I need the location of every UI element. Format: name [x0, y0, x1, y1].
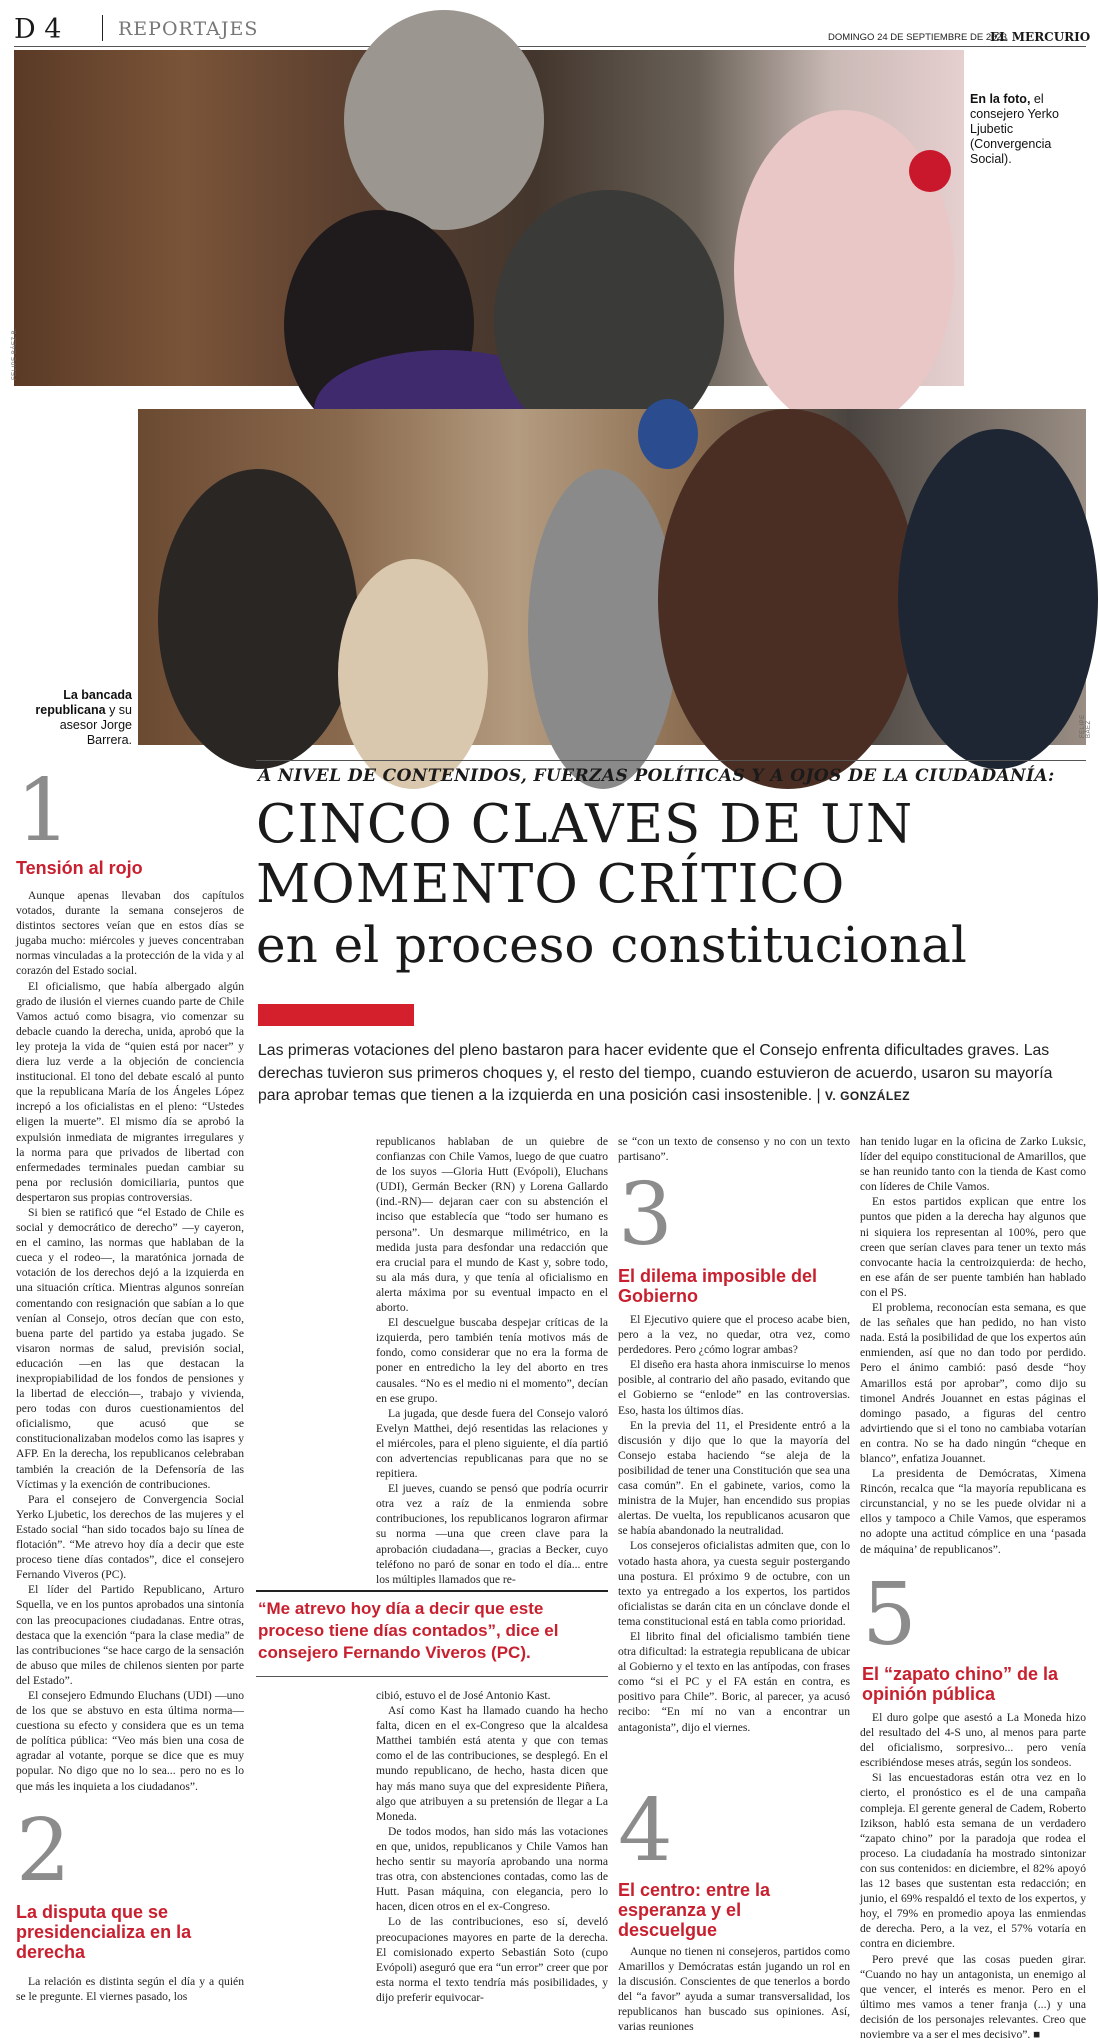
headline-line-1: CINCO CLAVES DE UN [256, 796, 913, 854]
lead-text: Las primeras votaciones del pleno bastaron para hacer evidente que el Consejo enfrenta dificultades graves. Las derechas tuvieron sus primeros choques y, el resto del tiempo, cuando estuvieron de acuerdo, usaron su mayoría para aprobar temas que tienen a la izquierda en una posición casi insostenible. [258, 1042, 1052, 1104]
headline-kicker: A NIVEL DE CONTENIDOS, FUERZAS POLÍTICAS Y A OJOS DE LA CIUDADANÍA: [258, 766, 1086, 786]
paragraph: El oficialismo, que había albergado algún grado de ilusión el viernes cuando parte de Chile Vamos actuó como bisagra, vio comenzar su debacle cuando la derecha, unida, aprobó que la ley proteja la vida de “quien está por nacer” y diera luz verde a la objeción de conciencia institucional. El tono del debate escaló al punto que la republicana María de los Ángeles López increpó a los oficialistas en el pleno: “Ustedes eligen la muerte”. El mismo día se aprobó la expulsión inmediata de migrantes irregulares y la norma para que privados de libertad con enfermedades terminales puedan cambiar su pena por reclusión domiciliaria, puntos que despertaron sus propias controversias. [16, 979, 244, 1205]
header-rule [14, 46, 1086, 47]
paragraph: La jugada, que desde fuera del Consejo valoró Evelyn Matthei, dejó resentidas las relaciones y el miércoles, para el pleno siguiente, el día partió con advertencias republicanas para que no se repitiera. [376, 1406, 608, 1481]
section-title-4: El centro: entre la esperanza y el descuelgue [618, 1880, 818, 1940]
paragraph: En estos partidos explican que entre los puntos que piden a la derecha hay algunos que ni siquiera los representan al 100%, pero que creen que serían claves para tener un texto más convocante hacia la centroizquierda: de hecho, en ese afán de ser puente también han hablado con el PS. [860, 1194, 1086, 1300]
section-number-3: 3 [618, 1172, 673, 1258]
photo-caption-top [970, 92, 1088, 167]
column-3a-text [618, 1134, 850, 1166]
paragraph: La presidenta de Demócratas, Ximena Rincón, recalca que “la mayoría republicana es circunstancial, y no se les puede olvidar ni a ellos y tampoco a Chile Vamos, que esperamos no adopte una actitud cómplice en una ‘pasada de máquina’ de republicanos”. [860, 1466, 1086, 1557]
paragraph: El consejero Edmundo Eluchans (UDI) —uno de los que se abstuvo en esta última norma— cuestiona su efecto y considera que es un tema de política pública: “Veo más bien una cosa de agradar al votante, porque se dice que es muy popular. No digo que no lo sea... pero no es lo que más les inquieta a los ciudadanos”. [16, 1688, 244, 1794]
headline-top-rule [256, 760, 1086, 761]
paragraph: cibió, estuvo el de José Antonio Kast. [376, 1688, 608, 1703]
column-1b-text [16, 1974, 244, 2030]
column-4b-text [860, 1710, 1086, 2032]
photo-bancada-republicana [138, 409, 1086, 745]
paragraph: El descuelgue buscaba despejar críticas de la izquierda, pero también tenía motivos más de fondo, como considerar que no era la forma de poner en entredicho la ley del aborto en tres causales. “No es el medio ni el momento”, decían en ese grupo. [376, 1315, 608, 1406]
paragraph: Así como Kast ha llamado cuando ha hecho falta, dicen en el ex-Congreso que la alcaldesa Matthei también está atenta y que con temas como el de las contribuciones, se desplegó. En el mundo republicano, de hecho, hasta dicen que hay más mano suya que del expresidente Piñera, algo que atribuyen a su pretensión de llegar a La Moneda. [376, 1703, 608, 1824]
paragraph: Para el consejero de Convergencia Social Yerko Ljubetic, los derechos de las mujeres y el Estado social “han sido tocados bajo su línea de flotación”. “Me atrevo hoy día a decir que este proceso tiene días contados”, dice el consejero Fernando Viveros (PC). [16, 1492, 244, 1583]
quote-top-rule [256, 1590, 608, 1592]
paragraph: El Ejecutivo quiere que el proceso acabe bien, pero a la vez, no quedar, otra vez, como perdedores. Pero ¿cómo lograr ambas? [618, 1312, 850, 1357]
pull-quote: “Me atrevo hoy día a decir que este proceso tiene días contados”, dice el consejero Fernando Viveros (PC). [258, 1598, 608, 1664]
paragraph: Aunque no tienen ni consejeros, partidos como Amarillos y Demócratas están jugando un rol en la discusión. Conscientes de que tenerlos a bordo del “a favor” ayuda a sumar transversalidad, los republicanos han buscado sus opiniones. Así, varias reuniones [618, 1944, 850, 2035]
paragraph: se “con un texto de consenso y no con un texto partisano”. [618, 1134, 850, 1164]
photo-credit-top: FELIPE BÁEZ B. [12, 328, 18, 380]
paragraph: El problema, reconocían esta semana, es que de las señales que han pedido, no han visto nada. Está la posibilidad de que los expertos aún enmienden, así que no dan todo por perdido. Pero el ánimo cambió: pasó desde “hoy Amarillos está por aprobar”, como dijo su timonel Andrés Jouannet en estas páginas el domingo pasado, a figuras del centro advirtiendo que si el tono no cambiaba votarían en contra. No se ha dado ningún “cheque en blanco”, enfatiza Jouannet. [860, 1300, 1086, 1466]
newspaper-brand: EL MERCURIO [990, 30, 1090, 44]
section-title-5: El “zapato chino” de la opinión pública [862, 1664, 1086, 1704]
paragraph: El líder del Partido Republicano, Arturo Squella, ve en los puntos aprobados una sintonía con las preocupaciones ciudadanas. Entre otras, destaca que la exención “para la clase media” de las contribuciones “se hace cargo de la sensación de abuso que miles de chilenos sienten por parte del Estado”. [16, 1582, 244, 1688]
paragraph: republicanos hablaban de un quiebre de confianzas con Chile Vamos, luego de que cuatro de los suyos —Gloria Hutt (Evópoli), Eluchans (UDI), Germán Becker (RN) y Lorena Gallardo (ind.-RN)— dejaran caer con su abstención el inciso que establecía que “todo ser humano es persona”. Un desmarque milimétrico, en la medida justa para desfondar una redacción que era crucial para el mundo de Kast y, sobre todo, su ala más dura, y que tenía al oficialismo en alerta máxima por su eventual impacto en el aborto. [376, 1134, 608, 1315]
section-name: REPORTAJES [118, 18, 258, 40]
page-number: D 4 [14, 14, 61, 45]
section-title-2: La disputa que se presidencializa en la derecha [16, 1902, 216, 1962]
caption-top-text: el consejero Yerko Ljubetic (Convergencia Social). [970, 92, 1059, 166]
column-2b-text [376, 1688, 608, 2030]
header-divider [102, 15, 103, 41]
caption-second-bold: La bancada republicana [35, 688, 132, 717]
paragraph: han tenido lugar en la oficina de Zarko Luksic, líder del equipo constitucional de Amarillos, que se han reunido tanto con la tienda de Kast como con líderes de Chile Vamos. [860, 1134, 1086, 1194]
column-1-text [16, 888, 244, 1806]
paragraph: El duro golpe que asestó a La Moneda hizo del resultado del 4-S uno, al menos para parte del oficialismo, sorpresivo... pero venía escribiéndose meses atrás, según los sondeos. [860, 1710, 1086, 1770]
paragraph: Lo de las contribuciones, eso sí, develó preocupaciones mayores en parte de la derecha. El comisionado experto Sebastián Soto (cupo Evópoli) aseguró que era “un error” creer que por esta norma el texto tendría más posibilidades, y dijo preferir equivocar- [376, 1914, 608, 2005]
photo-consejero-ljubetic [14, 50, 964, 386]
section-number-4: 4 [618, 1788, 673, 1874]
column-4-text [860, 1134, 1086, 1566]
paragraph: Pero prevé que las cosas pueden girar. “Cuando no hay un antagonista, un enemigo al que vencer, el interés es menor. Pero en el último mes vamos a tener franja (...) y una decisión de los personajes relevantes. Creo que noviembre va a ser el mes decisivo”. ■ [860, 1952, 1086, 2042]
paragraph: En la previa del 11, el Presidente entró a la discusión y dijo que lo que la mayoría del Consejo estaba haciendo “se aleja de la posibilidad de tener una Constitución que sea una casa común”. En el gabinete, varios, como la ministra de la Mujer, han encendido sus propias alertas. De vuelta, los republicanos acusaron que se había abandonado la neutralidad. [618, 1418, 850, 1539]
paragraph: La relación es distinta según el día y a quién se le pregunte. El viernes pasado, los [16, 1974, 244, 2004]
paragraph: De todos modos, han sido más las votaciones en que, unidos, republicanos y Chile Vamos han hecho sentir su mayoría aprobando una norma tras otra, con abstenciones contadas, como las de Hutt. Pasan máquina, con elegancia, pero lo hacen, dicen otros en el ex-Congreso. [376, 1824, 608, 1915]
column-3b-text [618, 1944, 850, 2030]
paragraph: El diseño era hasta ahora inmiscuirse lo menos posible, al contrario del año pasado, evitando que el Gobierno se “enlode” en las controversias. Eso, hasta los últimos días. [618, 1357, 850, 1417]
photo-caption-second [14, 688, 132, 748]
caption-second-text: y su asesor Jorge Barrera. [60, 703, 132, 747]
photo-credit-second: FELIPE BÁEZ [1080, 714, 1092, 738]
paragraph: Aunque apenas llevaban dos capítulos votados, durante la semana consejeros de distintos sectores veían que en estos días se jugaba mucho: miércoles y jueves concentraban normas vinculadas a la protección de la vida y al corazón del Estado social. [16, 888, 244, 979]
paragraph: El jueves, cuando se pensó que podría ocurrir otra vez a raíz de la enmienda sobre contribuciones, los republicanos lograron afirmar su norma —una que creen clave para la aprobación ciudadana—, gracias a Becker, cuyo teléfono no paró de sonar en todo el día... entre los múltiples llamados que re- [376, 1481, 608, 1587]
section-number-1: 1 [16, 768, 71, 854]
paragraph: Los consejeros oficialistas admiten que, con lo votado hasta ahora, ya cuesta seguir postergando una postura. El próximo 9 de octubre, con un texto ya entregado a los expertos, los partidos oficialistas se darán cita en un cónclave donde el tema constitucional está en tabla como prioridad. [618, 1538, 850, 1629]
section-title-3: El dilema imposible del Gobierno [618, 1266, 818, 1306]
issue-date: DOMINGO 24 DE SEPTIEMBRE DE 2023 [828, 32, 1007, 43]
quote-bottom-rule [256, 1676, 608, 1677]
headline-accent-bar [258, 1004, 414, 1026]
headline-line-2: MOMENTO CRÍTICO [256, 856, 845, 914]
page-header [14, 12, 1086, 46]
paragraph: El librito final del oficialismo también tiene otra dificultad: la estrategia republicana de ubicar al Gobierno y el texto en las antípodas, con frases como “si el PC y el FA están en contra, es positivo para Chile”. Boric, al parecer, ya acusó recibo: “En mí no van a encontrar un antagonista”, dijo el viernes. [618, 1629, 850, 1735]
headline-line-3: en el proceso constitucional [256, 916, 967, 974]
byline: V. GONZÁLEZ [825, 1089, 910, 1103]
column-3-text [618, 1312, 850, 1788]
column-2-text [376, 1134, 608, 1586]
paragraph: Si las encuestadoras están otra vez en lo cierto, el pronóstico es el de una campaña compleja. El gerente general de Cadem, Roberto Izikson, habló esta semana de un verdadero “zapato chino” por la paradoja que rodea el proceso. La ciudadanía ha mostrado sintonizar con sus contenidos: en diciembre, el 82% apoyó las 12 bases que sustentan esta redacción; en junio, el 69% respaldó el texto de los expertos, y hoy, el 79% en promedio apoya las enmiendas de derecha. Pero, a la vez, el 57% votaría en contra en diciembre. [860, 1770, 1086, 1951]
headline-lead [258, 1040, 1086, 1108]
caption-top-bold: En la foto, [970, 92, 1030, 106]
section-number-2: 2 [16, 1808, 71, 1894]
section-title-1: Tensión al rojo [16, 858, 244, 878]
section-number-5: 5 [862, 1572, 917, 1658]
byline-separator: | [817, 1087, 826, 1104]
paragraph: Si bien se ratificó que “el Estado de Chile es social y democrático de derecho” —y cayeron, en el camino, las normas que hablaban de la cueca y el rodeo—, la maratónica jornada de votación de los derechos dejó a la izquierda en una situación crítica. Mientras algunos sonreían comentando con resignación que sabían a lo que venían al Consejo, otros decían que con esto, buena parte del partido ya estaba jugado. Se visaron normas de salud, previsión social, educación —en las que destacan la inexpropiabilidad de los fondos de pensiones y la libertad de elección—, trabajo y vivienda, pero todas con duros cuestionamientos del oficialismo, que acusó que se constitucionalizaban modelos como las isapres y AFP. En la derecha, los republicanos celebraban también la creación de la Defensoría de las Víctimas y la exención de contribuciones. [16, 1205, 244, 1492]
